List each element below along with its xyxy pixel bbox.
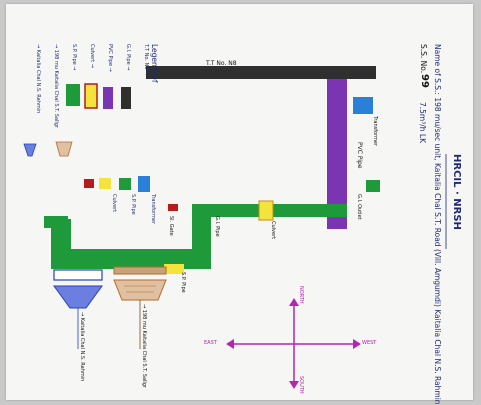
key-label-yellow: Culvert [111, 194, 117, 213]
key-label-green: S.P. Pipe [130, 194, 136, 215]
tt-road [146, 66, 376, 79]
compass-arrow-e [226, 339, 234, 349]
gi-pipe-label: G.I. Pipe [214, 216, 220, 237]
drawing-sheet [6, 4, 473, 405]
legend-tank-brown-icon [56, 142, 72, 156]
meter-box [366, 180, 380, 192]
legend-tank-blue-icon [24, 144, 36, 156]
name-line: Name of S.S.: 198 mu/sec unit, Kaitalia Chal S.T. Road (Vill. Amgumdi) Kaitalia Chal N.S. Rahmin [433, 44, 442, 405]
key-yellow [99, 178, 111, 189]
gi-pipe-horizontal [211, 204, 347, 217]
legend-swatch-culvert [85, 84, 97, 108]
pvc-pipe-label: PVC Pipe [356, 142, 363, 169]
transformer-label: Transformer [372, 116, 378, 147]
legend-item-pvc: PVC Pipe → [107, 44, 113, 72]
tt-road-label: T.T No. N8 [206, 60, 237, 67]
legend-item-gi: G.I. Pipe → [125, 44, 131, 71]
gate-label: Sl. Gate [168, 216, 174, 236]
key-blue [138, 176, 150, 192]
pump-box [353, 97, 373, 114]
key-label-blue: Transformer [150, 194, 156, 225]
legend-item-sp: S.P. Pipe → [71, 44, 77, 71]
key-green [119, 178, 131, 190]
legend-item-tank-2: → Kaitalia Chal N.S. Rahmin [35, 44, 41, 114]
title-text: HRCIL · NRSH [451, 154, 462, 230]
compass-west-label: WEST [362, 340, 377, 346]
legend-swatch-gi [66, 84, 80, 106]
gi-outlet-side-label: G.I. Outlet [356, 194, 362, 220]
tank-brown-top [114, 267, 166, 274]
legend-item-tank-1: → 198 mu Kaitalia Chal S.T. Sallgr [53, 44, 59, 128]
compass-arrow-w [353, 339, 361, 349]
legend-item-culvert: Culvert → [89, 44, 95, 68]
tank-blue-body [54, 286, 102, 308]
legend-swatch-pvc [103, 87, 113, 109]
sp-pipe-label-1: S.P. Pipe [180, 272, 186, 293]
culvert-label: Culvert [270, 221, 276, 240]
gi-pipe-stub [44, 216, 68, 228]
ss-no-value: 99 [419, 74, 430, 88]
gi-pipe-lower [66, 249, 211, 269]
compass-south-label: SOUTH [298, 376, 304, 394]
ss-no-label: S.S. No. [419, 44, 428, 74]
tank-blue-label: → Kaitalia Chal N.S. Rahmin [79, 312, 85, 382]
tank-brown-body [114, 280, 166, 300]
capacity-text: 7.5m³/h LK [418, 102, 427, 144]
tank-blue-top [54, 270, 102, 280]
legend-title: Legend Of [150, 44, 159, 83]
legend-swatch-tt [121, 87, 131, 109]
compass-north-label: NORTH [298, 286, 304, 304]
key-red [84, 179, 94, 188]
legend-item-tt: T.T No. N8 → [143, 44, 149, 76]
compass-east-label: EAST [204, 340, 217, 346]
tank-brown-label: → 198 mu Kaitalia Chal S.T. Sallgr [141, 304, 147, 388]
culvert-block [259, 201, 273, 220]
gi-outlet [168, 204, 178, 211]
